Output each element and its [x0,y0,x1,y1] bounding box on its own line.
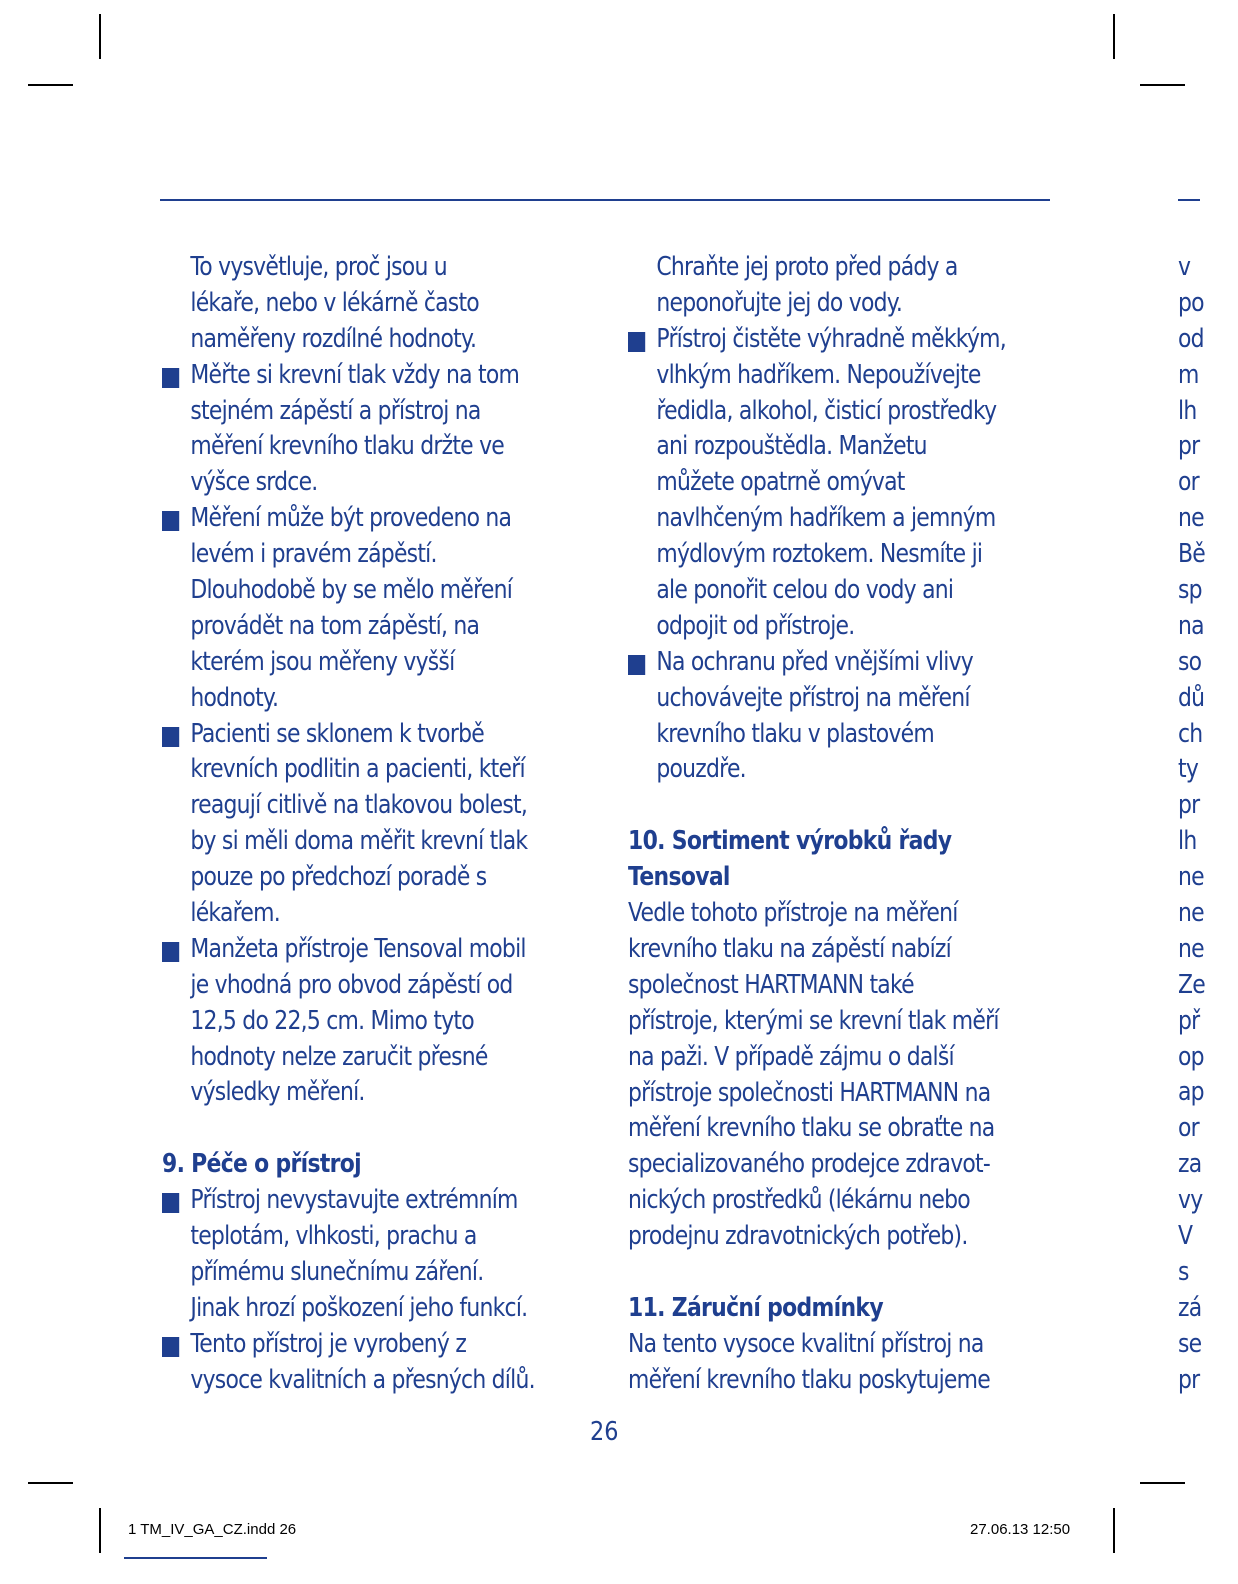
text-line: mýdlovým roztokem. Nesmíte ji [656,539,983,570]
square-bullet-icon [162,511,179,531]
text-line-fragment: s [1178,1256,1189,1287]
text-line-fragment: or [1178,1113,1199,1144]
square-bullet-icon [162,1337,179,1357]
text-line: měření krevního tlaku poskytujeme [628,1364,990,1395]
text-line: specializovaného prodejce zdravot- [628,1149,991,1180]
bullet-item-line [162,717,540,753]
text-line: Dlouhodobě by se mělo měření [190,575,513,606]
bullet-text: Manžeta přístroje Tensoval mobil [190,933,526,964]
text-line: pouzdře. [656,754,746,785]
bullet-item-line [162,1183,540,1219]
text-line-fragment: ty [1178,754,1199,785]
text-line: měření krevního tlaku držte ve [190,431,504,462]
text-line-fragment: po [1178,287,1204,318]
text-line: neponořujte jej do vody. [656,287,903,318]
text-line: hodnoty. [190,682,279,713]
bullet-item-line [628,645,1006,681]
bullet-text: Přístroj čistěte výhradně měkkým, [656,323,1006,354]
text-line: hodnoty nelze zaručit přesné [190,1041,488,1072]
text-line: můžete opatrně omývat [656,467,905,498]
text-line: reagují citlivě na tlakovou bolest, [190,790,528,821]
text-line: uchovávejte přístroj na měření [656,682,970,713]
text-line: lékařem. [190,898,280,929]
text-line: přístroje, kterými se krevní tlak měří [628,1005,999,1036]
text-line: vysoce kvalitních a přesných dílů. [190,1364,535,1395]
text-line: prodejnu zdravotnických potřeb). [628,1221,968,1252]
square-bullet-icon [162,942,179,962]
text-line-fragment: na [1178,610,1204,641]
text-line: společnost HARTMANN také [628,969,914,1000]
text-line: výšce srdce. [190,467,318,498]
text-line-fragment: ne [1178,898,1204,929]
text-column-right-cut [1178,250,1238,1399]
paragraph-gap [628,788,1068,824]
slug-filename: 1 TM_IV_GA_CZ.indd 26 [128,1521,297,1538]
text-line: naměřeny rozdílné hodnoty. [190,323,477,354]
text-line: krevních podlitin a pacienti, kteří [190,754,525,785]
text-line: krevního tlaku v plastovém [656,718,934,749]
text-line-fragment: v [1178,252,1191,282]
text-column-middle [628,250,1068,1399]
text-line: stejném zápěstí a přístroj na [190,395,481,426]
text-line: Chraňte jej proto před pády a [656,252,958,282]
text-line-fragment: za [1178,1149,1202,1180]
text-line-fragment: pr [1178,431,1200,462]
text-line: je vhodná pro obvod zápěstí od [190,969,513,1000]
text-line: vlhkým hadříkem. Nepoužívejte [656,359,981,390]
slug-rule [124,1557,267,1559]
text-line: Na tento vysoce kvalitní přístroj na [628,1328,984,1359]
text-line-fragment: ne [1178,933,1204,964]
text-line: 12,5 do 22,5 cm. Mimo tyto [190,1005,474,1036]
text-line-fragment: or [1178,467,1199,498]
text-line: ale ponořit celou do vody ani [656,575,954,606]
text-line-fragment: lh [1178,826,1197,857]
bullet-text: Měření může být provedeno na [190,503,512,534]
text-line-fragment: ap [1178,1077,1204,1108]
text-line-fragment: dů [1178,682,1205,713]
text-line-fragment: pr [1178,790,1200,821]
square-bullet-icon [162,1193,179,1213]
text-line-fragment: op [1178,1041,1204,1072]
text-line: pouze po předchozí poradě s [190,862,487,893]
text-line-fragment: m [1178,359,1199,390]
bullet-item-line [162,358,540,394]
text-line-fragment: př [1178,1005,1200,1036]
bullet-text: Pacienti se sklonem k tvorbě [190,718,484,749]
text-line-fragment: sp [1178,575,1202,606]
text-line-fragment: vy [1178,1185,1203,1216]
text-line: přímému slunečnímu záření. [190,1257,484,1288]
square-bullet-icon [162,727,179,747]
text-line-fragment: od [1178,323,1204,354]
text-line: To vysvětluje, proč jsou u [190,252,447,282]
paragraph-gap [628,1255,1068,1291]
text-line: nických prostředků (lékárnu nebo [628,1185,970,1216]
text-line: levém i pravém zápěstí. [190,539,437,570]
text-line: výsledky měření. [190,1077,365,1108]
text-line-fragment: V [1178,1221,1193,1252]
text-line-fragment: ne [1178,503,1204,534]
text-line-fragment: pr [1178,1364,1200,1395]
text-line: měření krevního tlaku se obraťte na [628,1113,995,1144]
text-line: lékaře, nebo v lékárně často [190,287,479,318]
bullet-text: Na ochranu před vnějšími vlivy [656,646,973,677]
bullet-item-line [628,322,1006,358]
text-line-fragment: ch [1178,718,1203,749]
square-bullet-icon [628,655,645,675]
bullet-text: Přístroj nevystavujte extrémním [190,1185,518,1216]
text-line-fragment: ne [1178,862,1204,893]
text-line: ani rozpouštědla. Manžetu [656,431,927,462]
text-line-fragment: se [1178,1328,1202,1359]
text-line: odpojit od přístroje. [656,610,855,641]
text-line: přístroje společnosti HARTMANN na [628,1077,991,1108]
section-heading: 11. Záruční podmínky [628,1293,883,1324]
text-line: ředidla, alkohol, čisticí prostředky [656,395,997,426]
slug-datetime: 27.06.13 12:50 [970,1521,1071,1538]
bullet-item-line [162,1327,540,1363]
text-line: by si měli doma měřit krevní tlak [190,826,528,857]
text-line: provádět na tom zápěstí, na [190,610,480,641]
bullet-text: Měřte si krevní tlak vždy na tom [190,359,520,390]
text-line-fragment: Bě [1178,539,1205,570]
text-line: Jinak hrozí poškození jeho funkcí. [190,1292,528,1323]
text-line-fragment: so [1178,646,1202,677]
text-line: kterém jsou měřeny vyšší [190,646,455,677]
text-line: teplotám, vlhkosti, prachu a [190,1221,477,1252]
page-number: 26 [590,1417,619,1447]
text-line-fragment: lh [1178,395,1197,426]
bullet-text: Tento přístroj je vyrobený z [190,1328,467,1359]
text-line: Vedle tohoto přístroje na měření [628,898,958,929]
text-line-fragment: Ze [1178,969,1205,1000]
paragraph-gap [162,1111,602,1147]
section-heading: 9. Péče o přístroj [162,1149,361,1180]
square-bullet-icon [628,332,645,352]
text-line: krevního tlaku na zápěstí nabízí [628,934,951,965]
section-heading: 10. Sortiment výrobků řady [628,826,952,857]
square-bullet-icon [162,368,179,388]
bullet-item-line [162,932,540,968]
text-line: na paži. V případě zájmu o další [628,1041,954,1072]
text-line: navlhčeným hadříkem a jemným [656,503,996,534]
section-heading: Tensoval [628,862,730,893]
bullet-item-line [162,501,540,537]
text-line-fragment: zá [1178,1292,1202,1323]
text-column-left [162,250,602,1399]
